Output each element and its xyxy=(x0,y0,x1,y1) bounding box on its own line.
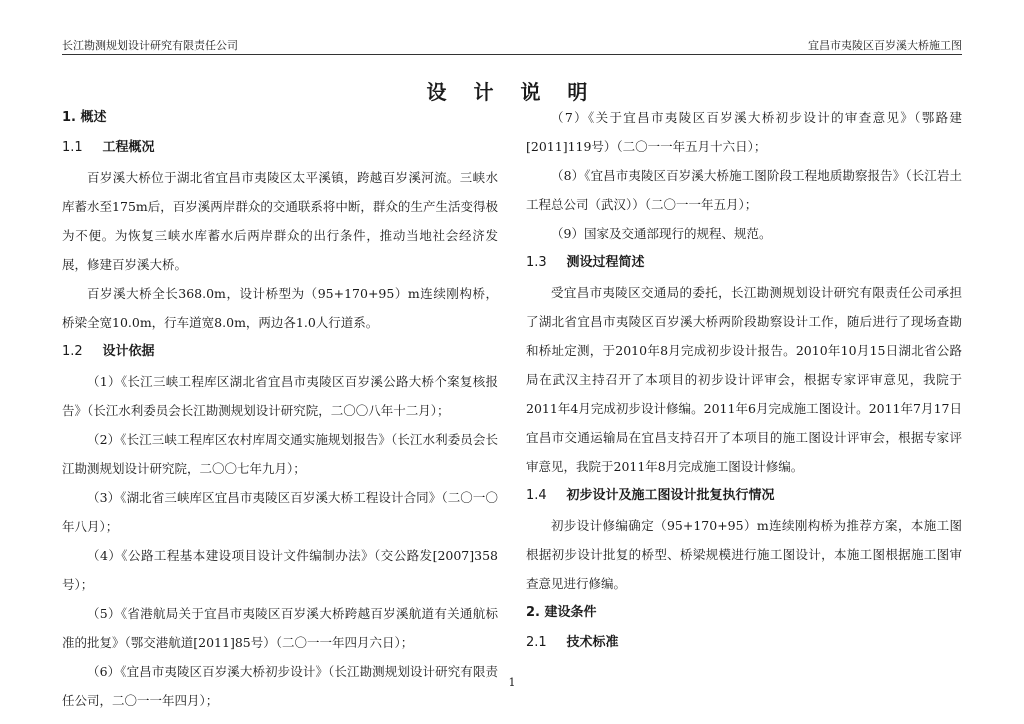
section-number: 2. xyxy=(526,605,540,620)
document-title: 设 计 说 明 xyxy=(426,80,598,104)
header-project: 宜昌市夷陵区百岁溪大桥施工图 xyxy=(808,39,962,52)
section-heading-1-2 xyxy=(62,337,498,367)
section-heading-2-1 xyxy=(526,628,962,658)
section-title: 建设条件 xyxy=(544,605,597,620)
section-number: 1.2 xyxy=(62,344,83,359)
reference-item: （1）《长江三峡工程库区湖北省宜昌市夷陵区百岁溪公路大桥个案复核报告》（长江水利委员会长江勘测规划设计研究院，二〇〇八年十二月）； xyxy=(62,374,498,418)
right-column xyxy=(526,103,962,658)
section-number: 1.3 xyxy=(526,255,547,270)
reference-item: （2）《长江三峡工程库区农村库周交通实施规划报告》（长江水利委员会长江勘测规划设计研究院，二〇〇七年九月）； xyxy=(62,432,498,476)
section-number: 2.1 xyxy=(526,635,547,650)
left-column xyxy=(62,103,498,715)
section-heading-1-3 xyxy=(526,248,962,278)
reference-item: （9）国家及交通部现行的规程、规范。 xyxy=(551,226,772,241)
section-title: 工程概况 xyxy=(102,140,155,155)
reference-item: （3）《湖北省三峡库区宜昌市夷陵区百岁溪大桥工程设计合同》（二〇一〇年八月）； xyxy=(62,490,498,534)
reference-item: （7）《关于宜昌市夷陵区百岁溪大桥初步设计的审查意见》（鄂路建[2011]119号）（二〇一一年五月十六日）； xyxy=(526,110,962,154)
section-title: 设计依据 xyxy=(102,344,155,359)
section-title: 技术标准 xyxy=(566,635,619,650)
paragraph-approval-status: 初步设计修编确定（95+170+95）m连续刚构桥为推荐方案，本施工图根据初步设计批复的桥型、桥梁规模进行施工图设计，本施工图根据施工图审查意见进行修编。 xyxy=(526,518,962,591)
section-number: 1.1 xyxy=(62,140,83,155)
reference-item: （6）《宜昌市夷陵区百岁溪大桥初步设计》（长江勘测规划设计研究有限责任公司，二〇一一年四月）； xyxy=(62,664,498,708)
section-title: 概述 xyxy=(80,110,107,125)
section-number: 1. xyxy=(62,110,76,125)
section-heading-1-4 xyxy=(526,481,962,511)
section-heading-2 xyxy=(526,598,962,628)
reference-item: （5）《省港航局关于宜昌市夷陵区百岁溪大桥跨越百岁溪航道有关通航标准的批复》（鄂交港航道[2011]85号）（二〇一一年四月六日）； xyxy=(62,606,498,650)
reference-item: （4）《公路工程基本建设项目设计文件编制办法》（交公路发[2007]358号）； xyxy=(62,548,498,592)
section-title: 初步设计及施工图设计批复执行情况 xyxy=(566,488,775,503)
section-number: 1.4 xyxy=(526,488,547,503)
section-heading-1 xyxy=(62,103,498,133)
header-company: 长江勘测规划设计研究有限责任公司 xyxy=(62,39,238,52)
section-title: 测设过程简述 xyxy=(566,255,645,270)
paragraph-survey-process: 受宜昌市夷陵区交通局的委托，长江勘测规划设计研究有限责任公司承担了湖北省宜昌市夷陵区百岁溪大桥两阶段勘察设计工作，随后进行了现场查勘和桥址定测，于2010年8月完成初步设计报告。2010年10月15日湖北省公路局在武汉主持召开了本项目的初步设计评审会，根据专家评审意见，我院于2011年4月完成初步设计修编。2011年6月完成施工图设计。2011年7月17日宜昌市交通运输局在宜昌支持召开了本项目的施工图设计评审会，根据专家评审意见，我院于2011年8月完成施工图设计修编。 xyxy=(526,285,962,474)
paragraph-project-overview: 百岁溪大桥位于湖北省宜昌市夷陵区太平溪镇，跨越百岁溪河流。三峡水库蓄水至175m后，百岁溪两岸群众的交通联系将中断，群众的生产生活变得极为不便。为恢复三峡水库蓄水后两岸群众的出行条件，推动当地社会经济发展，修建百岁溪大桥。 xyxy=(62,170,498,272)
paragraph-bridge-spec: 百岁溪大桥全长368.0m，设计桥型为（95+170+95）m连续刚构桥，桥梁全宽10.0m，行车道宽8.0m，两边各1.0人行道系。 xyxy=(62,286,498,330)
page-header xyxy=(62,32,962,55)
section-heading-1-1 xyxy=(62,133,498,163)
page-number: 1 xyxy=(508,676,516,689)
reference-item: （8）《宜昌市夷陵区百岁溪大桥施工图阶段工程地质勘察报告》（长江岩土工程总公司（武汉））（二〇一一年五月）； xyxy=(526,168,962,212)
